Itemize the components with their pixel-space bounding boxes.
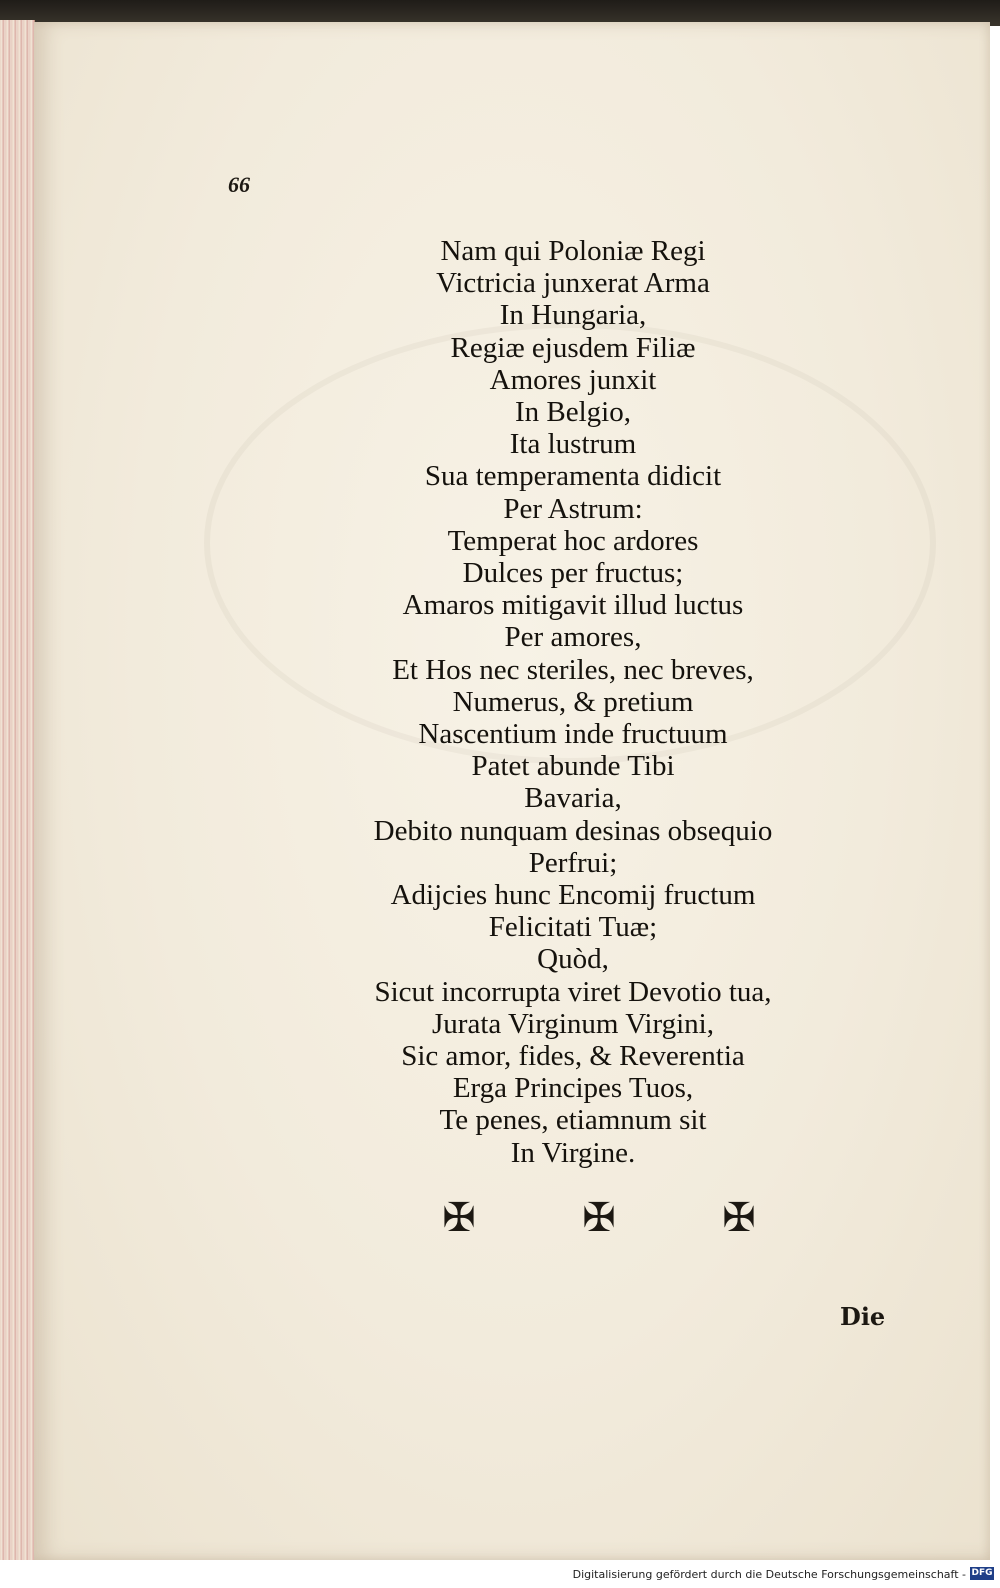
poem-line: Victricia junxerat Arma (436, 267, 710, 300)
poem-line: Patet abunde Tibi (471, 750, 675, 783)
poem-line: Bavaria, (524, 782, 622, 815)
book-page (34, 22, 990, 1560)
poem-line: Perfrui; (528, 846, 618, 879)
poem-line: Regiæ ejusdem Filiæ (450, 331, 696, 364)
poem-line: Amores junxit (489, 363, 657, 396)
poem-line: Per amores, (504, 621, 642, 654)
page-number: 66 (228, 172, 250, 197)
poem-line: Nascentium inde fructuum (418, 718, 728, 751)
poem-line: Jurata Virginum Virgini, (432, 1007, 714, 1040)
poem-line: Te penes, etiamnum sit (439, 1104, 707, 1137)
poem-line: Sic amor, fides, & Reverentia (401, 1040, 745, 1073)
poem-line: In Belgio, (515, 396, 631, 429)
digitization-credit: Digitalisierung gefördert durch die Deutsche Forschungsgemeinschaft - (572, 1568, 966, 1581)
poem-line: Quòd, (537, 943, 609, 976)
poem-line: Sicut incorrupta viret Devotio tua, (374, 975, 772, 1008)
poem-line: Ita lustrum (509, 428, 637, 461)
footer-bar (0, 1562, 1000, 1588)
poem-line: Et Hos nec steriles, nec breves, (392, 653, 754, 686)
dfg-logo: DFG (971, 1568, 993, 1578)
poem-line: Temperat hoc ardores (447, 524, 699, 557)
poem-line: Felicitati Tuæ; (488, 911, 658, 944)
poem-line: Numerus, & pretium (452, 685, 694, 718)
cross-pattee-icon: ✠ (582, 1194, 616, 1240)
cross-pattee-icon: ✠ (442, 1194, 476, 1240)
poem-line: Debito nunquam desinas obsequio (373, 814, 773, 847)
poem-text (23, 235, 1000, 1169)
poem-line: Dulces per fructus; (462, 557, 684, 590)
catchword: Die (840, 1302, 886, 1331)
cross-pattee-icon: ✠ (722, 1194, 756, 1240)
poem-line: Sua temperamenta didicit (424, 460, 722, 493)
ornament-row (434, 1192, 764, 1242)
poem-line: Adijcies hunc Encomij fructum (390, 879, 756, 912)
poem-line: Per Astrum: (503, 492, 643, 525)
poem-line: Nam qui Poloniæ Regi (440, 235, 706, 267)
poem-line: Amaros mitigavit illud luctus (402, 589, 744, 622)
poem-line: In Hungaria, (499, 299, 647, 332)
poem-line: In Virgine. (510, 1136, 636, 1169)
poem-line: Erga Principes Tuos, (452, 1072, 694, 1105)
